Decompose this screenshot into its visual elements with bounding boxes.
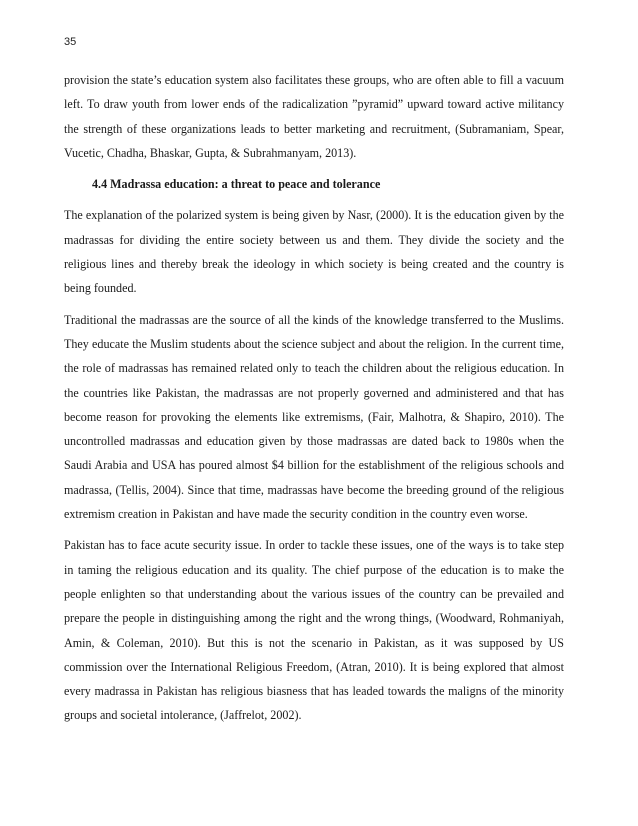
- paragraph-polarized-system: The explanation of the polarized system is being given by Nasr, (2000). It is the education given by the madrassas for dividing the entire society between us and them. They divide the society and the religious lines and thereby break the ideology in which society is being created and the country is being founded.: [64, 208, 564, 296]
- document-body: [64, 68, 564, 728]
- section-heading: 4.4 Madrassa education: a threat to peace and tolerance: [92, 177, 381, 192]
- paragraph-security-issue: Pakistan has to face acute security issue. In order to tackle these issues, one of the ways is to take step in taming the religious education and its quality. The chief purpose of the education is to make the people enlighten so that understanding about the various issues of the country can be prevailed and prepare the people in distinguishing among the right and the wrong things, (Woodward, Rohmaniyah, Amin, & Coleman, 2010). But this is not the scenario in Pakistan, as it was supposed by US commission over the International Religious Freedom, (Atran, 2010). It is being explored that almost every madrassa in Pakistan has religious biasness that has leaded towards the maligns of the minority groups and societal intolerance, (Jaffrelot, 2002).: [64, 538, 564, 723]
- page-number: 35: [64, 36, 77, 48]
- paragraph-continuation: provision the state’s education system also facilitates these groups, who are often able to fill a vacuum left. To draw youth from lower ends of the radicalization ”pyramid” upward toward active militancy the strength of these organizations leads to better marketing and recruitment, (Subramaniam, Spear, Vucetic, Chadha, Bhaskar, Gupta, & Subrahmanyam, 2013).: [64, 73, 564, 160]
- paragraph-traditional-madrassas: Traditional the madrassas are the source of all the kinds of the knowledge transferred to the Muslims. They educate the Muslim students about the science subject and about the religion. In the current time, the role of madrassas has remained related only to teach the children about the religious education. In the countries like Pakistan, the madrassas are not properly governed and administered and that has become reason for provoking the elements like extremisms, (Fair, Malhotra, & Shapiro, 2010). The uncontrolled madrassas and education given by those madrassas are dated back to 1980s when the Saudi Arabia and USA has poured almost $4 billion for the establishment of the religious schools and madrassa, (Tellis, 2004). Since that time, madrassas have become the breeding ground of the religious extremism creation in Pakistan and have made the security condition in the country even worse.: [64, 312, 564, 522]
